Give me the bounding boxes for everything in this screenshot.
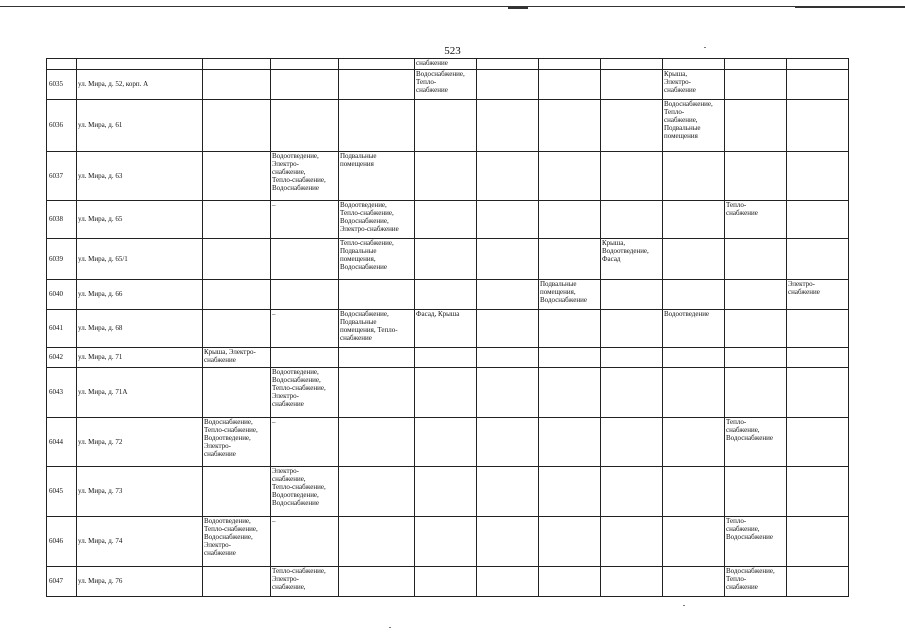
table-row (47, 152, 849, 201)
table-cell: Тепло- снабжение, Водоснабжение (725, 418, 787, 467)
table-cell (601, 567, 663, 597)
table-cell (203, 239, 271, 280)
address-cell: ул. Мира, д. 73 (77, 467, 203, 517)
table-cell (477, 368, 539, 418)
address-cell: ул. Мира, д. 74 (77, 517, 203, 567)
table-cell (663, 239, 725, 280)
record-number: 6036 (47, 100, 77, 152)
table-cell: Фасад, Крыша (415, 310, 477, 348)
scan-edge-line (0, 6, 905, 7)
table-cell (725, 467, 787, 517)
scan-edge-mark (795, 7, 905, 8)
table-cell (271, 348, 339, 368)
table-cell (339, 517, 415, 567)
table-cell (787, 310, 849, 348)
table-cell: Тепло-снабжение, Электро- снабжение, (271, 567, 339, 597)
table-row (47, 467, 849, 517)
address-cell: ул. Мира, д. 76 (77, 567, 203, 597)
table-cell (725, 239, 787, 280)
table-row-continued (47, 59, 849, 70)
table-cell (787, 100, 849, 152)
table-cell (539, 348, 601, 368)
table-cell: Тепло-снабжение, Подвальные помещения, Водоснабжение (339, 239, 415, 280)
table-cell (339, 70, 415, 100)
table-cell (203, 310, 271, 348)
table-cell: – (271, 201, 339, 239)
table-cell: – (271, 310, 339, 348)
table-cell (271, 280, 339, 310)
table-cell (339, 567, 415, 597)
address-cell: ул. Мира, д. 65 (77, 201, 203, 239)
table-cell (415, 517, 477, 567)
table-cell (539, 201, 601, 239)
register-table (46, 58, 849, 597)
table-cell: снабжение (415, 59, 477, 70)
table-cell (271, 100, 339, 152)
table-cell: Водоотведение, Тепло-снабжение, Водоснабжение, Электро- снабжение (203, 517, 271, 567)
record-number: 6043 (47, 368, 77, 418)
address-cell: ул. Мира, д. 72 (77, 418, 203, 467)
table-cell (415, 467, 477, 517)
table-cell (787, 467, 849, 517)
table-row (47, 517, 849, 567)
table-cell: Водоотведение, Тепло-снабжение, Водоснабжение, Электро-снабжение (339, 201, 415, 239)
table-cell (477, 517, 539, 567)
table-cell (601, 70, 663, 100)
table-cell: Крыша, Электро- снабжение (663, 70, 725, 100)
address-cell: ул. Мира, д. 63 (77, 152, 203, 201)
table-cell (477, 100, 539, 152)
table-cell: Водоснабжение, Тепло- снабжение, Подвальные помещения (663, 100, 725, 152)
table-cell: Водоснабжение, Подвальные помещения, Тепло- снабжение (339, 310, 415, 348)
table-cell (601, 517, 663, 567)
table-cell (539, 100, 601, 152)
table-cell: Тепло- снабжение (725, 201, 787, 239)
record-number: 6037 (47, 152, 77, 201)
table-cell (203, 70, 271, 100)
table-cell (477, 152, 539, 201)
record-number: 6047 (47, 567, 77, 597)
table-cell: Электро- снабжение (787, 280, 849, 310)
table-cell (663, 280, 725, 310)
table-cell (477, 467, 539, 517)
table-cell (663, 152, 725, 201)
table-cell (415, 201, 477, 239)
table-row (47, 280, 849, 310)
table-cell: Водоснабжение, Тепло- снабжение (415, 70, 477, 100)
table-cell (539, 418, 601, 467)
table-cell (787, 517, 849, 567)
table-cell (477, 280, 539, 310)
table-cell (663, 418, 725, 467)
table-cell (203, 100, 271, 152)
scan-speck (389, 627, 391, 628)
table-cell (339, 348, 415, 368)
table-cell (601, 418, 663, 467)
table-cell (725, 310, 787, 348)
table-cell (663, 517, 725, 567)
table-cell: – (271, 517, 339, 567)
table-cell (339, 467, 415, 517)
address-cell: ул. Мира, д. 52, корп. А (77, 70, 203, 100)
table-cell (477, 567, 539, 597)
table-cell (203, 152, 271, 201)
record-number: 6045 (47, 467, 77, 517)
record-number: 6041 (47, 310, 77, 348)
table-cell (415, 280, 477, 310)
table-cell: Тепло- снабжение, Водоснабжение (725, 517, 787, 567)
record-number: 6035 (47, 70, 77, 100)
record-number: 6044 (47, 418, 77, 467)
table-cell (339, 418, 415, 467)
table-cell (725, 152, 787, 201)
table-cell (415, 100, 477, 152)
table-cell (725, 368, 787, 418)
table-row (47, 201, 849, 239)
table-row (47, 368, 849, 418)
table-cell (663, 348, 725, 368)
table-cell: Водоотведение, Электро- снабжение, Тепло-снабжение, Водоснабжение (271, 152, 339, 201)
table-cell: Электро- снабжение, Тепло-снабжение, Водоотведение, Водоснабжение (271, 467, 339, 517)
table-cell (539, 567, 601, 597)
page-number: 523 (444, 45, 461, 57)
table-row (47, 70, 849, 100)
table-cell (539, 70, 601, 100)
table-cell (415, 348, 477, 368)
record-number: 6042 (47, 348, 77, 368)
address-cell: ул. Мира, д. 61 (77, 100, 203, 152)
table-cell (787, 70, 849, 100)
table-cell (725, 280, 787, 310)
table-cell (339, 368, 415, 418)
table-cell (539, 467, 601, 517)
table-cell (477, 239, 539, 280)
table-cell (725, 348, 787, 368)
table-cell (271, 239, 339, 280)
address-cell: ул. Мира, д. 66 (77, 280, 203, 310)
table-cell (415, 368, 477, 418)
table-cell (203, 280, 271, 310)
table-cell: Крыша, Водоотведение, Фасад (601, 239, 663, 280)
table-cell (539, 239, 601, 280)
table-cell (415, 239, 477, 280)
table-cell (539, 368, 601, 418)
table-cell (477, 418, 539, 467)
table-cell (477, 348, 539, 368)
table-cell (415, 152, 477, 201)
table-cell (203, 567, 271, 597)
table-cell: – (271, 418, 339, 467)
table-cell (477, 201, 539, 239)
table-cell (203, 201, 271, 239)
scan-edge-mark (508, 7, 528, 9)
table-cell (725, 100, 787, 152)
table-cell (787, 567, 849, 597)
table-cell (539, 517, 601, 567)
table-cell: Подвальные помещения (339, 152, 415, 201)
table-cell (539, 310, 601, 348)
table-cell (725, 70, 787, 100)
table-cell (787, 348, 849, 368)
table-cell (477, 70, 539, 100)
table-row (47, 348, 849, 368)
address-cell: ул. Мира, д. 68 (77, 310, 203, 348)
address-cell: ул. Мира, д. 65/1 (77, 239, 203, 280)
table-cell (787, 239, 849, 280)
table-cell: Водоотведение (663, 310, 725, 348)
record-number: 6046 (47, 517, 77, 567)
table-row (47, 310, 849, 348)
table-cell (339, 280, 415, 310)
table-cell (787, 368, 849, 418)
table-cell (663, 467, 725, 517)
table-cell (787, 152, 849, 201)
table-row (47, 418, 849, 467)
table-row (47, 100, 849, 152)
table-cell: Водоснабжение, Тепло- снабжение (725, 567, 787, 597)
address-cell: ул. Мира, д. 71 (77, 348, 203, 368)
table-cell (601, 100, 663, 152)
table-cell (663, 201, 725, 239)
table-cell (601, 310, 663, 348)
record-number: 6039 (47, 239, 77, 280)
table-cell (601, 152, 663, 201)
table-cell (601, 280, 663, 310)
table-cell (203, 467, 271, 517)
table-cell (203, 368, 271, 418)
table-cell (787, 201, 849, 239)
table-cell: Крыша, Электро- снабжение (203, 348, 271, 368)
record-number: 6040 (47, 280, 77, 310)
record-number: 6038 (47, 201, 77, 239)
table-cell (601, 201, 663, 239)
table-cell (539, 152, 601, 201)
table-cell: Водоснабжение, Тепло-снабжение, Водоотведение, Электро- снабжение (203, 418, 271, 467)
address-cell: ул. Мира, д. 71А (77, 368, 203, 418)
table-cell (601, 467, 663, 517)
table-cell (477, 310, 539, 348)
scan-speck (683, 605, 685, 606)
table-row (47, 239, 849, 280)
table-cell (663, 368, 725, 418)
table-cell (601, 348, 663, 368)
table-row (47, 567, 849, 597)
table-cell (601, 368, 663, 418)
table-cell (415, 567, 477, 597)
table-cell: Подвальные помещения, Водоснабжение (539, 280, 601, 310)
table-cell (271, 70, 339, 100)
table-cell (787, 418, 849, 467)
table-cell (415, 418, 477, 467)
table-cell (339, 100, 415, 152)
table-cell: Водоотведение, Водоснабжение, Тепло-снабжение, Электро- снабжение (271, 368, 339, 418)
table-cell (663, 567, 725, 597)
